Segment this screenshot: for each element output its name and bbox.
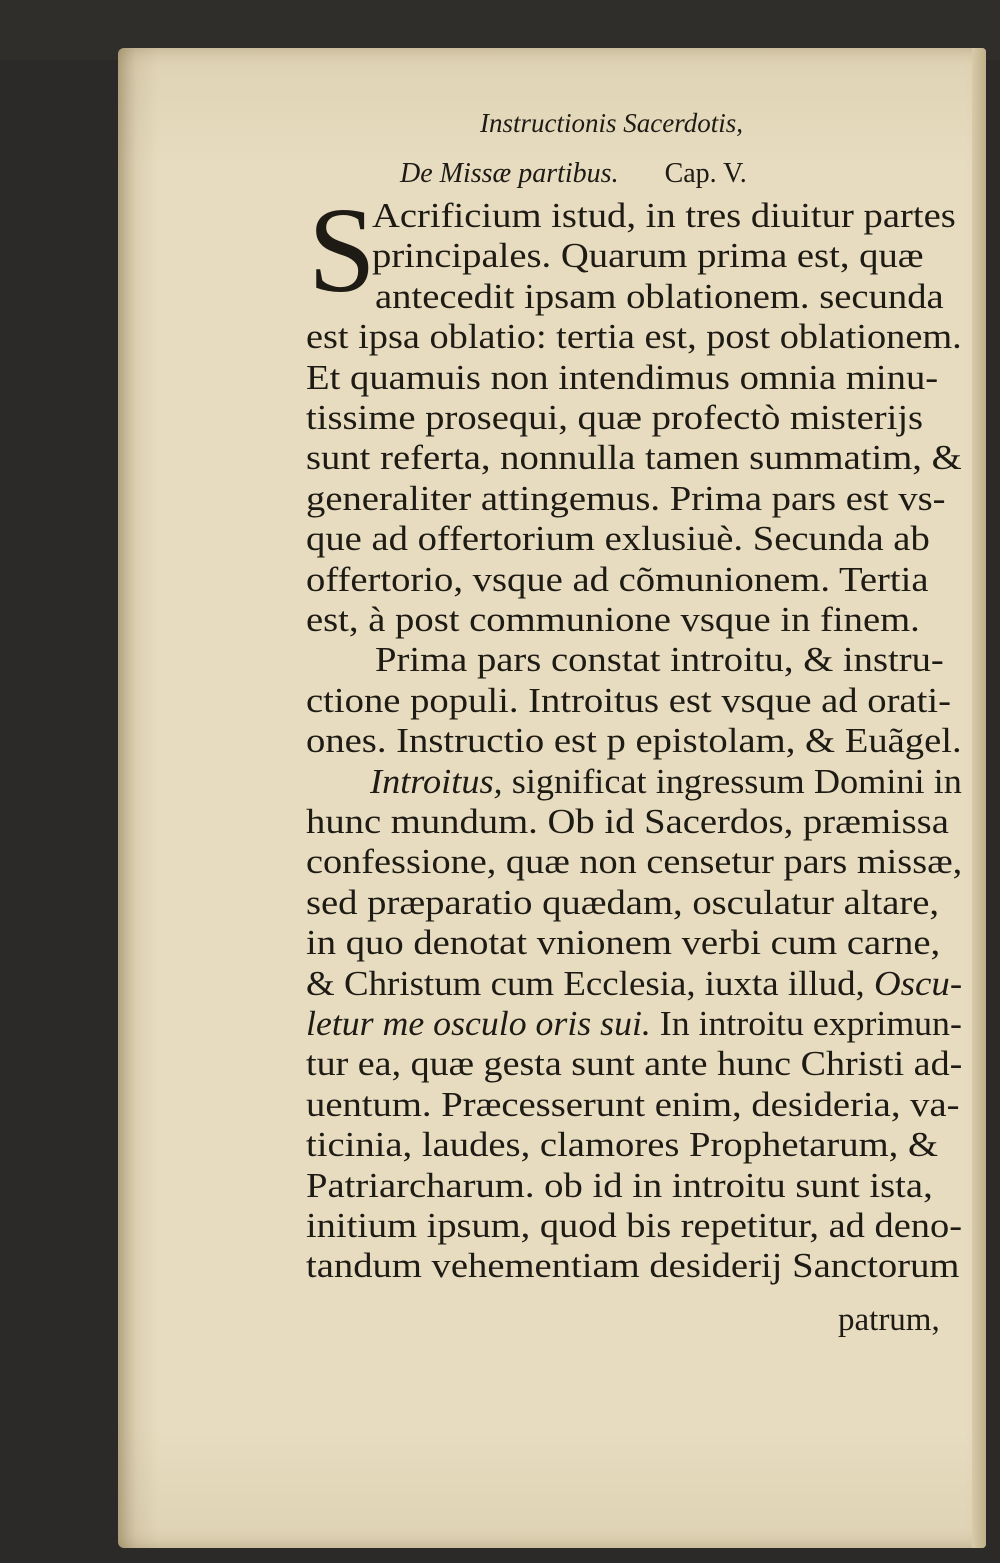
text-line (306, 1246, 959, 1286)
text-line (306, 721, 962, 761)
text-line (306, 883, 939, 923)
text-line (372, 196, 956, 236)
text-segment: Oscu- (873, 964, 963, 1003)
text-segment: Acrificium istud, in tres diuitur partes (372, 197, 956, 235)
text-line (306, 438, 962, 478)
text-segment: letur me osculo oris sui. (306, 1005, 651, 1043)
text-segment: ctione populi. Introitus est vsque ad orati- (306, 681, 951, 720)
catchword: patrum, (838, 1302, 940, 1338)
chapter-number: Cap. V. (664, 158, 747, 189)
text-line (306, 317, 962, 357)
text-segment: hunc mundum. Ob id Sacerdos, præmissa (306, 803, 949, 841)
text-line (306, 842, 962, 882)
text-segment: sunt referta, nonnulla tamen summatim, & (306, 439, 962, 478)
text-line (306, 358, 938, 398)
text-segment: tur ea, quæ gesta sunt ante hunc Christi ad- (306, 1045, 963, 1084)
text-segment: uentum. Præcesserunt enim, desideria, va- (306, 1085, 960, 1124)
text-line (306, 1044, 962, 1084)
page-edge (972, 48, 986, 1548)
text-line (306, 802, 949, 842)
text-line (306, 479, 946, 519)
text-segment: offertorio, vsque ad cõmunionem. Tertia (306, 560, 929, 599)
chapter-heading (400, 158, 747, 190)
text-line (306, 681, 951, 721)
text-line (306, 1085, 959, 1125)
drop-cap: S (308, 183, 376, 318)
text-segment: antecedit ipsam oblationem. secunda (375, 277, 944, 316)
text-segment: Introitus, (370, 762, 503, 801)
text-segment: ticinia, laudes, clamores Prophetarum, & (306, 1126, 939, 1165)
text-line (370, 762, 962, 802)
text-segment: tandum vehementiam desiderij Sanctorum (306, 1247, 960, 1286)
text-line (375, 277, 944, 317)
running-header: Instructionis Sacerdotis, (480, 108, 743, 138)
text-segment: Prima pars constat introitu, & instru- (375, 641, 944, 680)
text-segment: generaliter attingemus. Prima pars est vs- (306, 479, 946, 518)
text-segment: tissime prosequi, quæ profectò misterijs (306, 399, 924, 437)
text-segment: Patriarcharum. ob id in introitu sunt ista, (306, 1166, 933, 1205)
text-line (306, 1166, 933, 1206)
text-segment: & Christum cum Ecclesia, iuxta illud, (306, 964, 874, 1003)
text-segment: initium ipsum, quod bis repetitur, ad deno- (306, 1207, 963, 1245)
text-segment: est, à post communione vsque in finem. (306, 601, 920, 639)
text-line (306, 600, 920, 640)
text-line (306, 560, 929, 600)
text-segment: Et quamuis non intendimus omnia minu- (306, 358, 939, 397)
text-segment: que ad offertorium exlusiuè. Secunda ab (306, 520, 930, 559)
text-segment: sed præparatio quædam, osculatur altare, (306, 883, 940, 922)
text-segment: est ipsa oblatio: tertia est, post oblationem. (306, 318, 962, 357)
text-segment: ones. Instructio est p epistolam, & Euãgel. (306, 722, 962, 761)
text-segment: confessione, quæ non censetur pars missæ, (306, 843, 963, 882)
text-segment: principales. Quarum prima est, quæ (372, 237, 924, 276)
text-line (372, 236, 924, 276)
text-segment: in quo denotat vnionem verbi cum carne, (306, 924, 941, 963)
text-line (306, 923, 940, 963)
chapter-title: De Missæ partibus. (400, 158, 619, 189)
text-line (306, 1125, 938, 1165)
text-line (306, 1004, 962, 1044)
text-line (306, 398, 923, 438)
text-segment: significat ingressum Domini in (502, 762, 962, 801)
text-segment: In introitu exprimun- (650, 1005, 962, 1043)
text-line (306, 1206, 962, 1246)
text-line (306, 964, 962, 1004)
text-line (375, 640, 944, 680)
text-line (306, 519, 930, 559)
